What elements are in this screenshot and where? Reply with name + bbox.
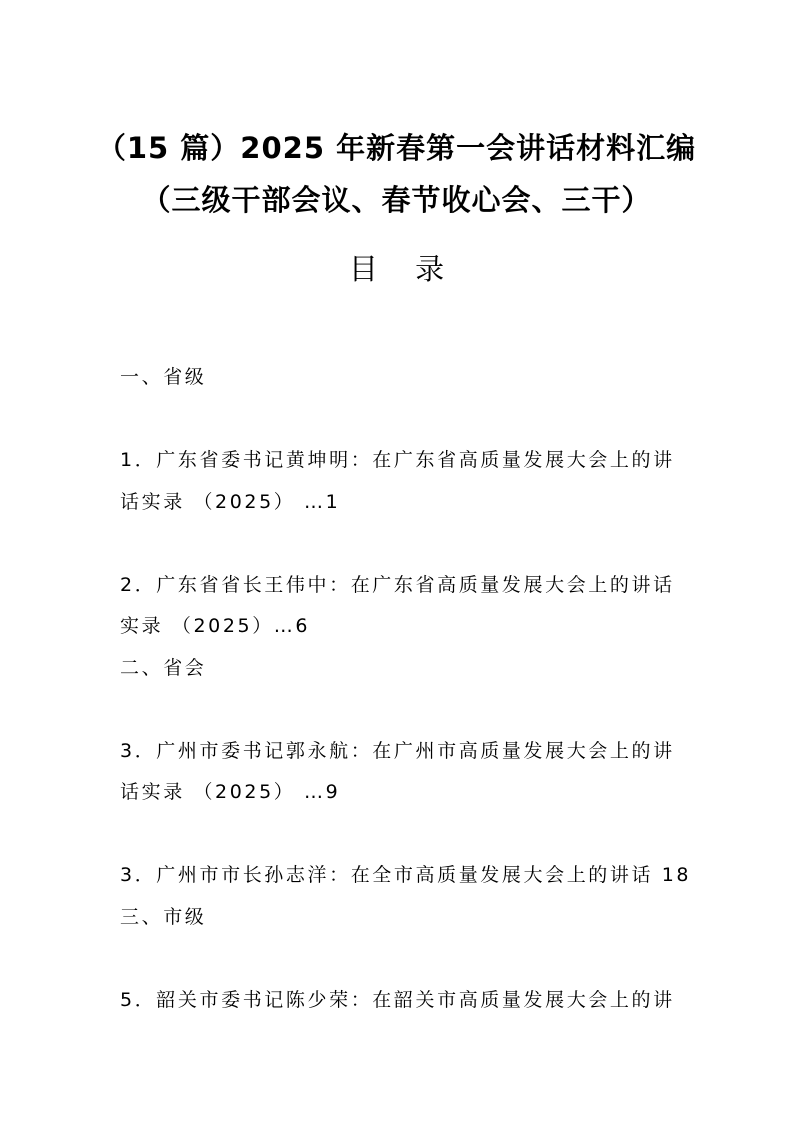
toc-entry-2-line-1: 2．广东省省长王伟中：在广东省高质量发展大会上的讲话 <box>120 574 675 596</box>
toc-entry-3-line-2: 话实录 （2025） …9 <box>120 781 341 803</box>
toc-entry-2-line-2: 实录 （2025）…6 <box>120 615 311 637</box>
document-title-line-2: （三级干部会议、春节收心会、三干） <box>141 183 652 217</box>
section-heading-provincial: 一、省级 <box>120 366 207 388</box>
toc-entry-4-line-1: 3．广州市市长孙志洋：在全市高质量发展大会上的讲话 18 <box>120 864 692 886</box>
section-heading-municipal: 三、市级 <box>120 906 207 928</box>
document-title-line-1: （15 篇）2025 年新春第一会讲话材料汇编 <box>96 131 697 165</box>
toc-entry-1-line-1: 1．广东省委书记黄坤明：在广东省高质量发展大会上的讲 <box>120 449 675 471</box>
toc-entry-1-line-2: 话实录 （2025） …1 <box>120 491 341 513</box>
toc-heading: 目 录 <box>348 252 459 286</box>
section-heading-provincial-capital: 二、省会 <box>120 657 207 679</box>
toc-entry-5-line-1: 5．韶关市委书记陈少荣：在韶关市高质量发展大会上的讲 <box>120 989 675 1011</box>
toc-entry-3-line-1: 3．广州市委书记郭永航：在广州市高质量发展大会上的讲 <box>120 740 675 762</box>
